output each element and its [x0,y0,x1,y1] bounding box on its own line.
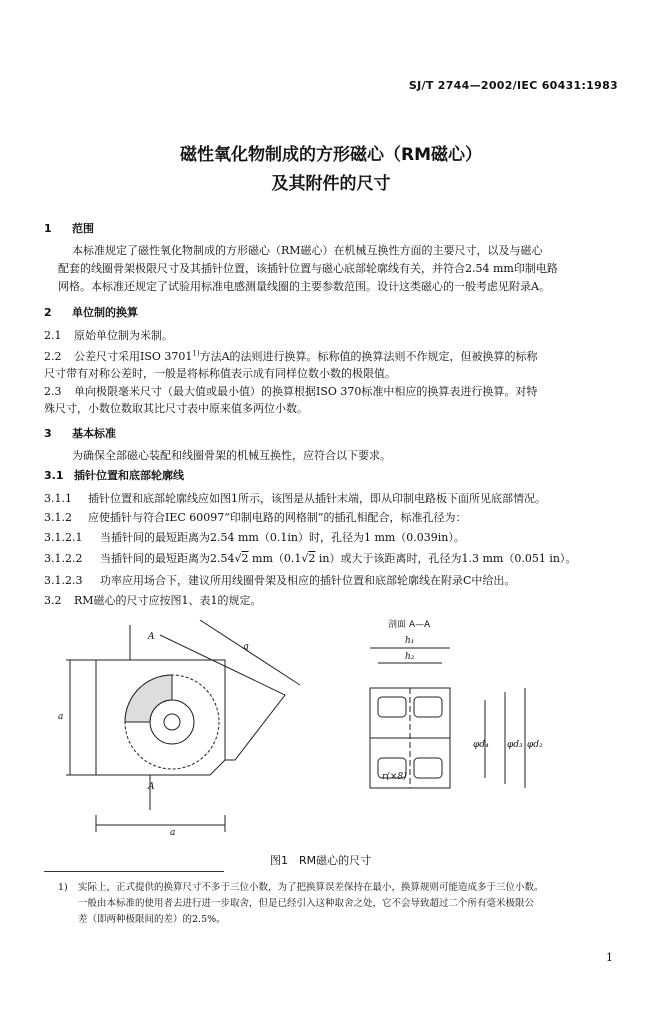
label-q: q [243,642,249,652]
dim-q [200,620,300,685]
clause-3-1-2 [44,509,467,525]
label-a-side: a [58,712,64,722]
section-2-number: 2 [44,306,52,319]
footnote-rule [44,871,224,872]
clause-3-1-2-3-text: 功率应用场合下，建议所用线圈骨架及相应的插针位置和底部轮廓线在附录C中给出。 [100,574,516,587]
footnote-text-1: 实际上，正式提供的换算尺寸不多于三位小数，为了把换算误差保持在最小，换算规则可能造成多于三位小数。 [78,882,544,893]
section-1-title: 范围 [72,222,94,235]
clause-3-2-number: 3.2 [44,594,62,607]
clause-2-3-cont: 殊尺寸，小数位数取其比尺寸表中原来值多两位小数。 [44,402,308,415]
label-h1: h₁ [405,636,415,646]
clause-2-2-cont: 尺寸带有对称公差时，一般是将标称值表示成有同样位数小数的极限值。 [44,367,396,380]
sqrt-value-1: 2 [241,552,249,565]
clause-3-1-2-text: 应使插针与符合IEC 60097“印制电路的网格制”的插孔相配合，标准孔径为： [88,511,467,524]
section-2-heading [44,304,138,320]
clause-2-3-number: 2.3 [44,385,62,398]
clause-2-1-text: 原始单位制为米制。 [74,329,173,342]
center-hole [164,714,180,730]
section-3-heading [44,425,116,441]
clause-3-1-title: 插针位置和底部轮廓线 [74,469,184,482]
label-d4: φd₄ [473,740,489,750]
clause-3-1-2-1-number: 3.1.2.1 [44,531,83,544]
clause-3-1-2-2-text-b: mm（0.1 [252,552,302,565]
label-d2: φd₂ [527,740,543,750]
sqrt-symbol-1: √ [234,552,242,565]
section-1-line-2: 配套的线圈骨架极限尺寸及其插针位置，该插针位置与磁心底部轮廓线有关，并符合2.54 mm印制电路 [58,262,558,275]
clause-3-1-1-number: 3.1.1 [44,492,72,505]
footnote [58,880,628,928]
clause-3-1-1-text: 插针位置和底部轮廓线应如图1所示，该图是从插针末端，即从印制电路板下面所见底部情况。 [88,492,546,505]
footnote-line-2: 一般由本标准的使用者去进行进一步取舍，但是已经引入这种取舍之处，它不会导致超过二个所有毫米极限公 [78,898,535,909]
clause-3-1-2-2-text-a: 当插针间的最短距离为2.54 [100,552,235,565]
clause-3-1-2-1-text: 当插针间的最短距离为2.54 mm（0.1in）时，孔径为1 mm（0.039in）。 [100,531,465,544]
label-d3: φd₃ [507,740,523,750]
section-1-number: 1 [44,222,52,235]
sqrt-value-2: 2 [308,552,316,565]
page-number: 1 [606,951,613,964]
winding-window-tr [414,697,442,717]
winding-window-tl [378,697,406,717]
clause-3-1-2-2-number: 3.1.2.2 [44,552,83,565]
clause-2-2-number: 2.2 [44,350,62,363]
section-1-paragraph [58,242,628,296]
clause-3-1-2-2 [44,550,576,566]
clause-3-1-2-2-text-c: in）或大于该距离时，孔径为1.3 mm（0.051 in）。 [318,552,577,565]
clause-3-1-number: 3.1 [44,469,64,482]
title-line-1: 磁性氧化物制成的方形磁心（RM磁心） [179,145,482,165]
clause-2-1 [44,327,173,343]
clause-3-1-2-1 [44,529,465,545]
label-h2: h₂ [405,652,415,662]
clause-3-1-2-3-number: 3.1.2.3 [44,574,83,587]
clause-3-1-1 [44,490,546,506]
winding-window-br [414,758,442,778]
core-diagonal-outline [160,635,285,760]
section-1-heading [44,220,94,236]
clause-3-1-2-3 [44,572,515,588]
section-3-number: 3 [44,427,52,440]
section-1-line-3: 网格。本标准还规定了试验用标准电感测量线圈的主要参数范围。设计这类磁心的一般考虑见附录A。 [58,280,550,293]
section-1-line-1: 本标准规定了磁性氧化物制成的方形磁心（RM磁心）在机械互换性方面的主要尺寸，以及与磁心 [72,244,543,257]
label-r: r(×8) [382,772,407,782]
footnote-line-3: 差（即两种极限间的差）的2.5%。 [78,914,226,925]
clause-2-2-text-b: 方法A的法则进行换算。标称值的换算法则不作规定，但被换算的标称 [199,350,538,363]
clause-2-2 [44,348,538,364]
footnote-ref: 1) [192,349,200,358]
clause-3-1-2-number: 3.1.2 [44,511,72,524]
label-a-bottom: a [170,828,176,838]
clause-3-2-text: RM磁心的尺寸应按图1、表1的规定。 [74,594,262,607]
figure-caption: 图1 RM磁心的尺寸 [270,854,372,867]
label-A-bottom: A [148,782,155,792]
footnote-line-1 [58,880,628,896]
section-label: 剖面 A—A [388,620,431,630]
clause-2-2-text-a: 公差尺寸采用ISO 3701 [74,350,193,363]
clause-2-1-number: 2.1 [44,329,62,342]
section-2-title: 单位制的换算 [72,306,138,319]
label-A-top: A [148,632,155,642]
sqrt-symbol-2: √ [301,552,309,565]
clause-2-3 [44,383,537,399]
section-3-intro: 为确保全部磁心装配和线圈骨架的机械互换性，应符合以下要求。 [72,449,391,462]
title-line-2: 及其附件的尺寸 [271,174,391,194]
standard-number: SJ/T 2744—2002/IEC 60431:1983 [408,79,618,92]
clause-2-3-text: 单向极限毫米尺寸（最大值或最小值）的换算根据ISO 370标准中相应的换算表进行换算。对特 [74,385,538,398]
shaded-region [125,675,172,722]
clause-3-1 [44,467,184,483]
footnote-mark: 1) [58,882,68,893]
figure-1-drawing [0,600,662,850]
section-3-title: 基本标准 [72,427,116,440]
